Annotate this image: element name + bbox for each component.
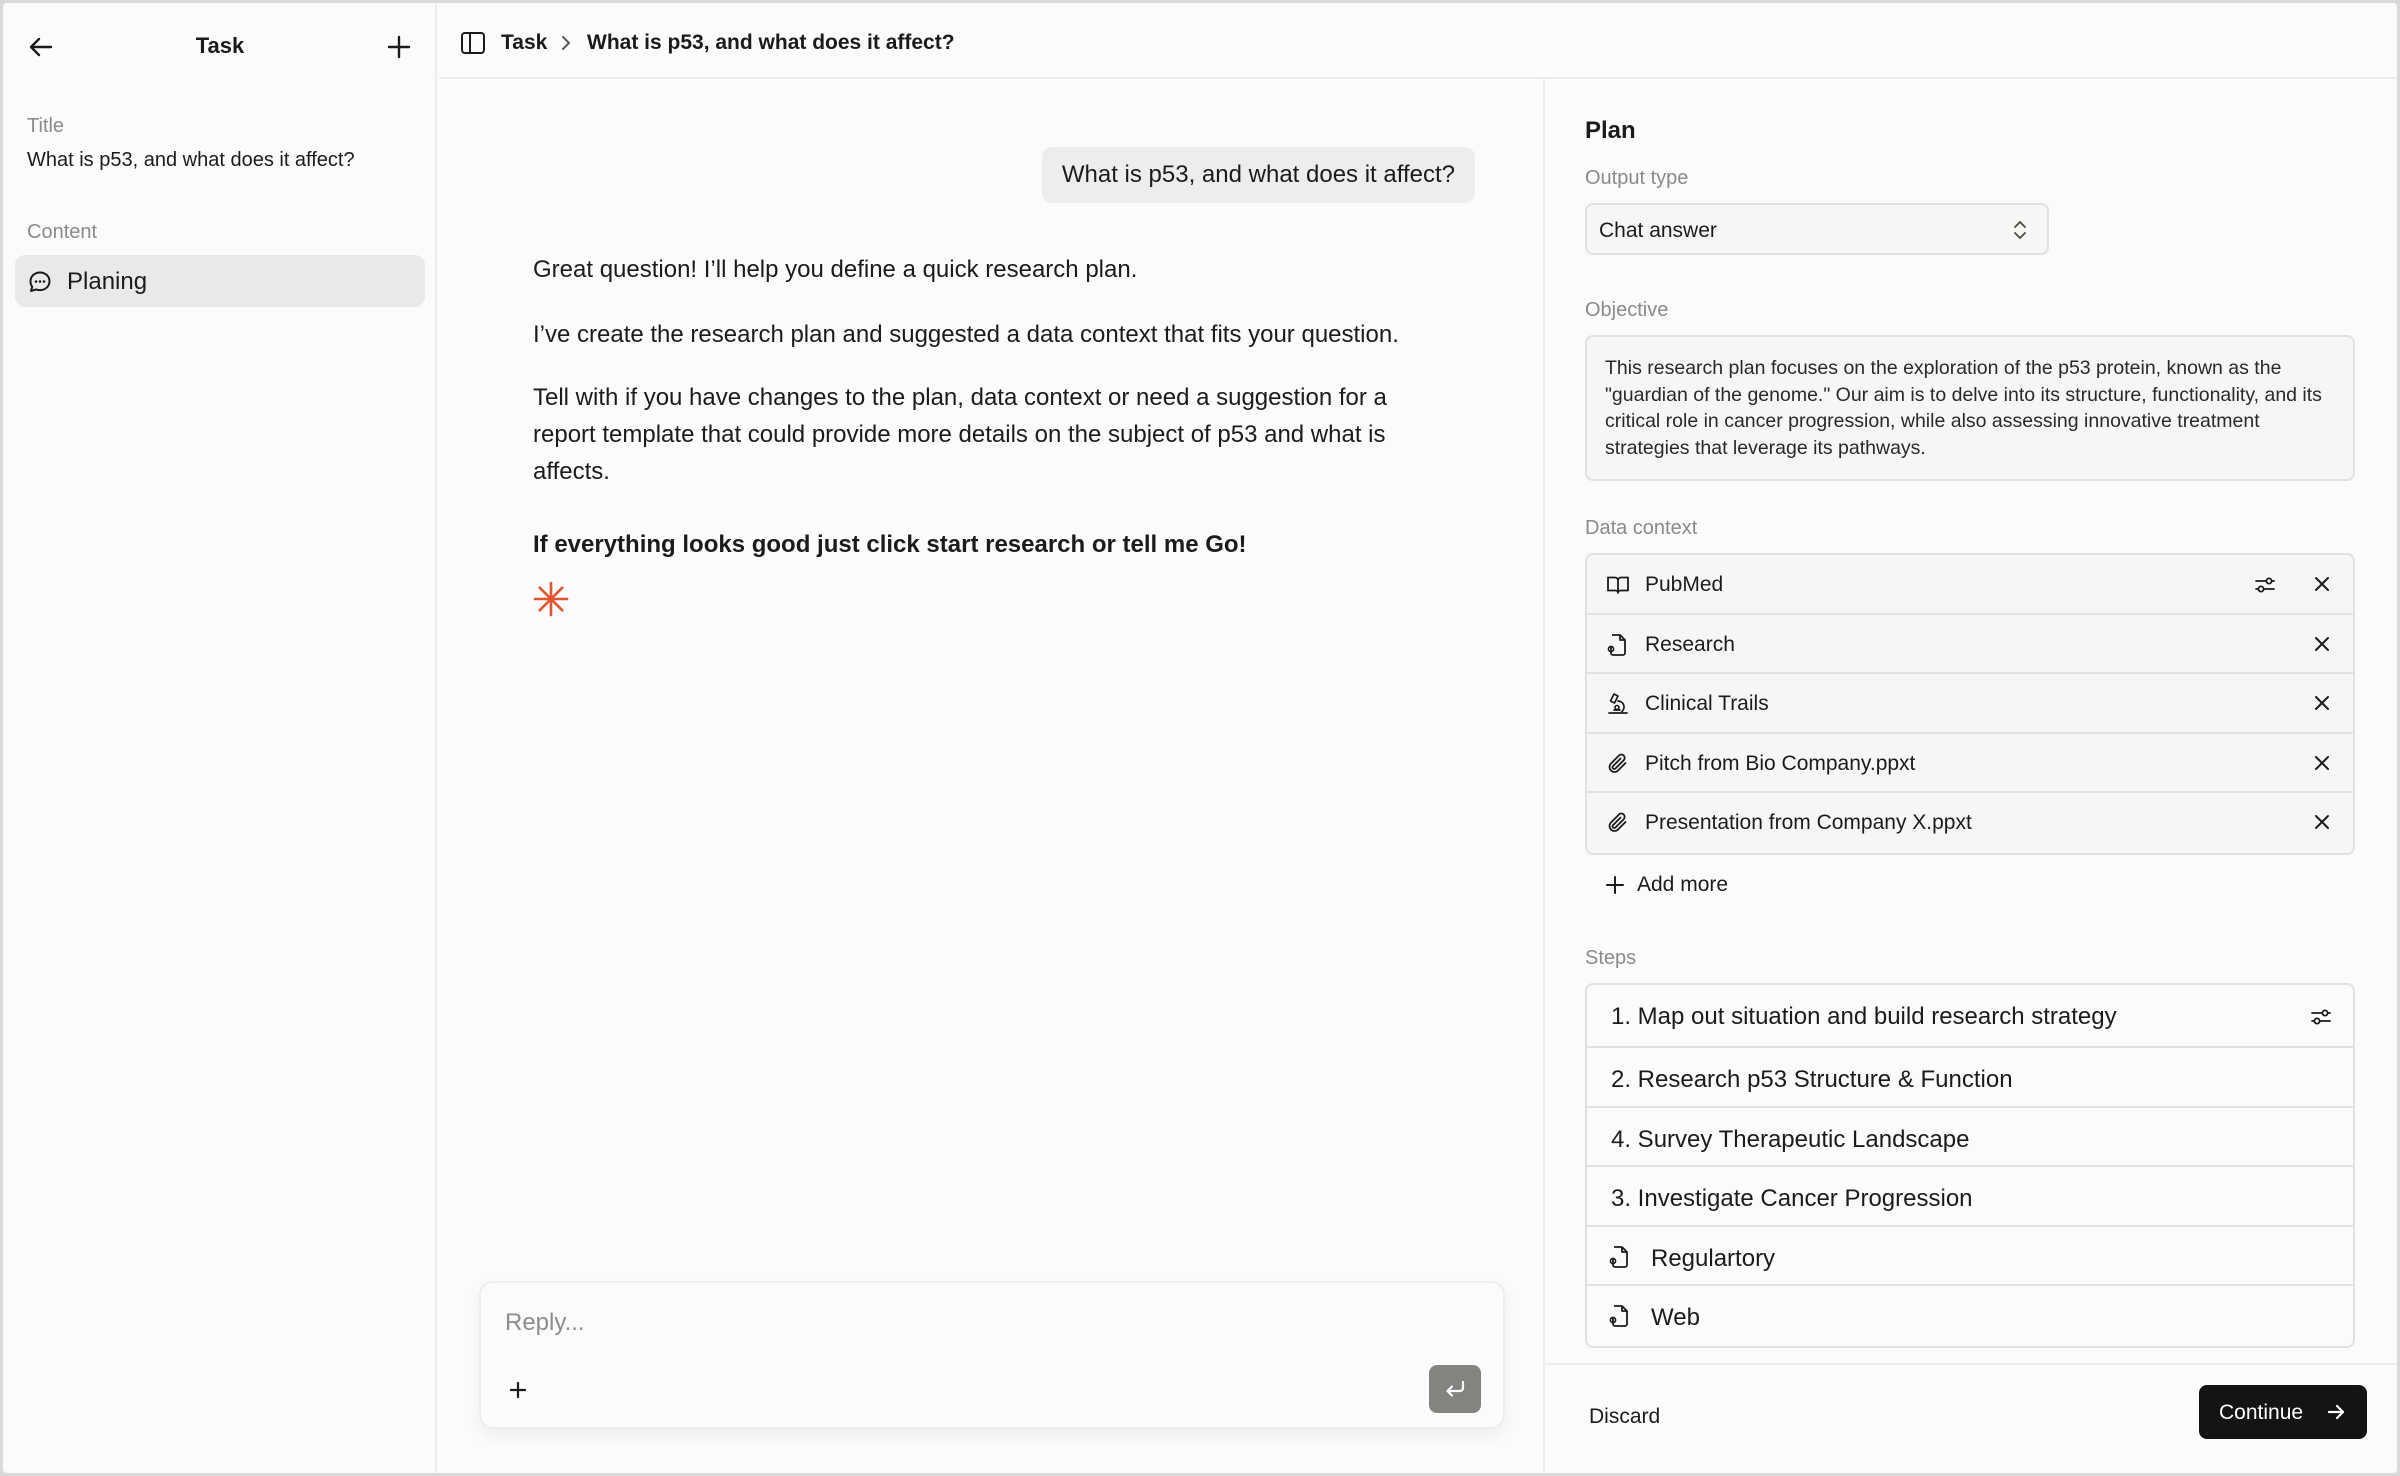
close-icon[interactable] xyxy=(2311,633,2333,655)
close-icon[interactable] xyxy=(2311,752,2333,774)
data-context-list xyxy=(1585,553,2355,855)
reply-input[interactable] xyxy=(505,1299,1465,1347)
steps-list xyxy=(1585,983,2355,1348)
data-context-item-pubmed[interactable] xyxy=(1587,555,2353,615)
step-label: Regulartory xyxy=(1651,1244,1776,1272)
step-item[interactable] xyxy=(1587,1108,2353,1168)
plus-icon xyxy=(1603,873,1627,897)
top-bar xyxy=(439,3,2397,79)
objective-text[interactable]: This research plan focuses on the exploration of the p53 protein, known as the "guardian of the genome." Our aim is to delve into its structure, functionality, and its critical role in cancer progression, while also assessing innovative treatment strategies that leverage its pathways. xyxy=(1585,335,2355,481)
step-item[interactable] xyxy=(1587,1227,2353,1287)
plus-icon[interactable] xyxy=(505,1377,531,1403)
output-type-select[interactable] xyxy=(1585,203,2049,255)
title-value: What is p53, and what does it affect? xyxy=(27,149,355,171)
data-context-label: PubMed xyxy=(1645,573,1724,596)
app-window xyxy=(3,3,2397,1473)
settings-sliders-icon[interactable] xyxy=(2253,573,2277,597)
continue-label: Continue xyxy=(2219,1401,2304,1424)
plus-icon[interactable] xyxy=(383,31,415,63)
content-label: Content xyxy=(27,221,98,243)
settings-sliders-icon[interactable] xyxy=(2309,1005,2333,1029)
output-type-value: Chat answer xyxy=(1599,219,1717,242)
continue-button[interactable] xyxy=(2199,1385,2367,1439)
data-context-item-clinical-trails[interactable] xyxy=(1587,674,2353,734)
chevron-up-down-icon xyxy=(2009,218,2031,242)
sidebar-toggle-icon[interactable] xyxy=(459,29,487,57)
assistant-message-cta: If everything looks good just click start research or tell me Go! xyxy=(533,531,1247,558)
chat-area xyxy=(439,79,1543,1473)
breadcrumb-task[interactable]: Task xyxy=(501,31,548,54)
sidebar-item-planing[interactable] xyxy=(15,255,425,307)
step-item[interactable] xyxy=(1587,1286,2353,1346)
enter-icon xyxy=(1442,1376,1468,1402)
document-icon xyxy=(1605,632,1631,658)
plan-title: Plan xyxy=(1585,117,1636,144)
assistant-message: Great question! I’ll help you define a quick research plan. xyxy=(533,256,1138,283)
sidebar-header xyxy=(3,3,437,89)
data-context-label: Clinical Trails xyxy=(1645,692,1769,716)
send-button[interactable] xyxy=(1429,1365,1481,1413)
assistant-message: I’ve create the research plan and suggested a data context that fits your question. xyxy=(533,321,1399,348)
sidebar-item-label: Planing xyxy=(67,268,148,295)
user-message: What is p53, and what does it affect? xyxy=(1042,147,1475,203)
breadcrumb-current: What is p53, and what does it affect? xyxy=(587,31,955,54)
step-label: 3. Investigate Cancer Progression xyxy=(1611,1185,1973,1213)
chevron-right-icon xyxy=(557,34,575,52)
close-icon[interactable] xyxy=(2311,811,2333,833)
close-icon[interactable] xyxy=(2311,573,2333,595)
step-label: Web xyxy=(1651,1304,1700,1332)
discard-button[interactable]: Discard xyxy=(1589,1405,1661,1428)
step-item[interactable] xyxy=(1587,1167,2353,1227)
chat-bubble-icon xyxy=(27,269,53,295)
step-item[interactable] xyxy=(1587,985,2353,1048)
paperclip-icon xyxy=(1605,751,1631,777)
sparkle-icon xyxy=(531,579,571,619)
data-context-item-pitch[interactable] xyxy=(1587,734,2353,794)
add-more-label: Add more xyxy=(1637,873,1729,896)
close-icon[interactable] xyxy=(2311,692,2333,714)
data-context-label: Presentation from Company X.ppxt xyxy=(1645,811,1972,835)
data-context-label: Data context xyxy=(1585,517,1698,539)
plan-footer xyxy=(1545,1363,2397,1473)
book-icon xyxy=(1605,572,1631,598)
assistant-message: Tell with if you have changes to the plan, data context or need a suggestion for a report template that could provide more details on the subject of p53 and what is affects. xyxy=(533,384,1387,485)
title-label: Title xyxy=(27,115,65,137)
sidebar xyxy=(3,3,437,1473)
data-context-label: Research xyxy=(1645,632,1735,656)
data-context-item-research[interactable] xyxy=(1587,615,2353,675)
step-label: 2. Research p53 Structure & Function xyxy=(1611,1066,2013,1093)
plan-panel xyxy=(1543,79,2397,1473)
document-icon xyxy=(1607,1244,1633,1270)
objective-label: Objective xyxy=(1585,299,1669,321)
step-item[interactable] xyxy=(1587,1048,2353,1108)
step-label: 1. Map out situation and build research strategy xyxy=(1611,1003,2117,1030)
reply-composer xyxy=(479,1281,1505,1429)
output-type-label: Output type xyxy=(1585,167,1689,189)
sidebar-title: Task xyxy=(195,33,245,58)
arrow-right-icon xyxy=(2325,1401,2347,1423)
document-icon xyxy=(1607,1303,1633,1329)
step-label: 4. Survey Therapeutic Landscape xyxy=(1611,1125,1970,1153)
steps-label: Steps xyxy=(1585,947,1637,969)
data-context-label: Pitch from Bio Company.ppxt xyxy=(1645,751,1916,775)
paperclip-icon xyxy=(1605,810,1631,836)
microscope-icon xyxy=(1605,691,1631,717)
data-context-item-presentation[interactable] xyxy=(1587,793,2353,853)
